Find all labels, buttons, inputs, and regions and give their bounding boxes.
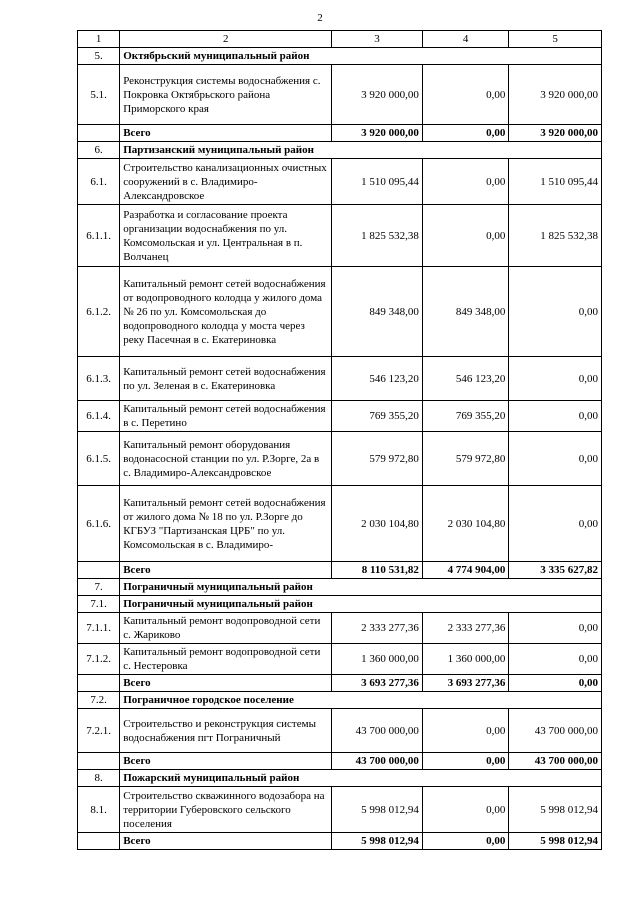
item-column-4: 546 123,20 <box>422 357 508 401</box>
section-title: Пожарский муниципальный район <box>120 770 602 787</box>
item-column-3: 849 348,00 <box>332 267 423 357</box>
item-column-4: 0,00 <box>422 787 508 833</box>
section-row <box>78 142 602 159</box>
item-column-5: 43 700 000,00 <box>509 709 602 753</box>
item-column-4: 0,00 <box>422 709 508 753</box>
total-column-4: 0,00 <box>422 125 508 142</box>
total-column-5: 0,00 <box>509 675 602 692</box>
item-column-4: 0,00 <box>422 205 508 267</box>
section-title: Партизанский муниципальный район <box>120 142 602 159</box>
item-column-3: 43 700 000,00 <box>332 709 423 753</box>
item-name: Строительство скважинного водозабора на территории Губеровского сельского поселения <box>120 787 332 833</box>
table-row <box>78 65 602 125</box>
table-row <box>78 787 602 833</box>
item-column-5: 0,00 <box>509 613 602 644</box>
total-row <box>78 833 602 850</box>
section-title: Октябрьский муниципальный район <box>120 48 602 65</box>
table-row <box>78 644 602 675</box>
total-row <box>78 753 602 770</box>
item-column-5: 0,00 <box>509 486 602 562</box>
total-column-5: 5 998 012,94 <box>509 833 602 850</box>
item-number: 6.1.6. <box>78 486 120 562</box>
item-column-3: 5 998 012,94 <box>332 787 423 833</box>
item-number: 5.1. <box>78 65 120 125</box>
item-column-5: 0,00 <box>509 401 602 432</box>
column-number-4: 4 <box>422 31 508 48</box>
total-label: Всего <box>120 675 332 692</box>
total-row <box>78 125 602 142</box>
table-body <box>78 31 602 850</box>
header-row <box>78 31 602 48</box>
section-number: 6. <box>78 142 120 159</box>
table-row <box>78 401 602 432</box>
item-column-4: 2 030 104,80 <box>422 486 508 562</box>
section-number: 5. <box>78 48 120 65</box>
table-row <box>78 432 602 486</box>
item-number: 7.2.1. <box>78 709 120 753</box>
item-name: Строительство канализационных очистных сооружений в с. Владимиро-Александровское <box>120 159 332 205</box>
total-label: Всего <box>120 562 332 579</box>
item-column-5: 3 920 000,00 <box>509 65 602 125</box>
item-column-3: 769 355,20 <box>332 401 423 432</box>
item-name: Капитальный ремонт оборудования водонасосной станции по ул. Р.Зорге, 2а в с. Владимиро-Александровское <box>120 432 332 486</box>
item-column-3: 2 333 277,36 <box>332 613 423 644</box>
subsection-row <box>78 692 602 709</box>
total-column-4: 3 693 277,36 <box>422 675 508 692</box>
table-row <box>78 357 602 401</box>
page-number: 2 <box>317 12 323 24</box>
total-column-5: 3 920 000,00 <box>509 125 602 142</box>
item-column-4: 849 348,00 <box>422 267 508 357</box>
item-name: Капитальный ремонт водопроводной сети с. Жариково <box>120 613 332 644</box>
section-number: 7. <box>78 579 120 596</box>
item-name: Капитальный ремонт сетей водоснабжения по ул. Зеленая в с. Екатериновка <box>120 357 332 401</box>
total-number-cell <box>78 753 120 770</box>
item-name: Разработка и согласование проекта организации водоснабжения по ул. Комсомольская и ул. Центральная в п. Волчанец <box>120 205 332 267</box>
total-number-cell <box>78 833 120 850</box>
total-column-4: 0,00 <box>422 833 508 850</box>
subsection-title: Пограничное городское поселение <box>120 692 602 709</box>
section-row <box>78 770 602 787</box>
section-title: Пограничный муниципальный район <box>120 579 602 596</box>
item-column-5: 0,00 <box>509 432 602 486</box>
item-number: 7.1.1. <box>78 613 120 644</box>
total-column-3: 8 110 531,82 <box>332 562 423 579</box>
item-name: Капитальный ремонт сетей водоснабжения от водопроводного колодца у жилого дома № 26 по ул. Комсомольская до водопроводного колодца у моста через реку Пасечная в с. Екатериновка <box>120 267 332 357</box>
total-column-5: 43 700 000,00 <box>509 753 602 770</box>
section-number: 8. <box>78 770 120 787</box>
item-column-4: 0,00 <box>422 159 508 205</box>
total-label: Всего <box>120 833 332 850</box>
item-number: 7.1.2. <box>78 644 120 675</box>
total-column-3: 43 700 000,00 <box>332 753 423 770</box>
item-column-4: 2 333 277,36 <box>422 613 508 644</box>
column-number-1: 1 <box>78 31 120 48</box>
total-column-5: 3 335 627,82 <box>509 562 602 579</box>
section-row <box>78 48 602 65</box>
item-column-4: 769 355,20 <box>422 401 508 432</box>
item-name: Капитальный ремонт сетей водоснабжения в с. Перетино <box>120 401 332 432</box>
column-number-2: 2 <box>120 31 332 48</box>
item-column-4: 0,00 <box>422 65 508 125</box>
item-column-3: 546 123,20 <box>332 357 423 401</box>
total-column-4: 4 774 904,00 <box>422 562 508 579</box>
column-number-5: 5 <box>509 31 602 48</box>
subsection-number: 7.1. <box>78 596 120 613</box>
item-column-5: 1 510 095,44 <box>509 159 602 205</box>
total-label: Всего <box>120 753 332 770</box>
table-row <box>78 709 602 753</box>
total-column-3: 3 693 277,36 <box>332 675 423 692</box>
item-name: Капитальный ремонт водопроводной сети с. Нестеровка <box>120 644 332 675</box>
subsection-number: 7.2. <box>78 692 120 709</box>
item-number: 6.1. <box>78 159 120 205</box>
item-number: 6.1.4. <box>78 401 120 432</box>
table-row <box>78 267 602 357</box>
item-column-4: 1 360 000,00 <box>422 644 508 675</box>
total-number-cell <box>78 125 120 142</box>
section-row <box>78 579 602 596</box>
item-column-3: 579 972,80 <box>332 432 423 486</box>
item-name: Реконструкция системы водоснабжения с. Покровка Октябрьского района Приморского края <box>120 65 332 125</box>
item-number: 6.1.1. <box>78 205 120 267</box>
item-column-3: 1 510 095,44 <box>332 159 423 205</box>
item-number: 8.1. <box>78 787 120 833</box>
total-row <box>78 675 602 692</box>
item-column-5: 5 998 012,94 <box>509 787 602 833</box>
total-label: Всего <box>120 125 332 142</box>
item-column-3: 1 825 532,38 <box>332 205 423 267</box>
item-column-3: 2 030 104,80 <box>332 486 423 562</box>
table-row <box>78 159 602 205</box>
item-column-5: 1 825 532,38 <box>509 205 602 267</box>
total-column-4: 0,00 <box>422 753 508 770</box>
total-column-3: 3 920 000,00 <box>332 125 423 142</box>
table-row <box>78 486 602 562</box>
item-column-3: 3 920 000,00 <box>332 65 423 125</box>
funding-table <box>77 30 602 850</box>
item-column-5: 0,00 <box>509 357 602 401</box>
item-number: 6.1.5. <box>78 432 120 486</box>
total-number-cell <box>78 562 120 579</box>
item-name: Капитальный ремонт сетей водоснабжения от жилого дома № 18 по ул. Р.Зорге до КГБУЗ "Партизанская ЦРБ" по ул. Комсомольская в с. Владимиро- <box>120 486 332 562</box>
item-number: 6.1.3. <box>78 357 120 401</box>
item-number: 6.1.2. <box>78 267 120 357</box>
subsection-row <box>78 596 602 613</box>
table-row <box>78 613 602 644</box>
item-column-5: 0,00 <box>509 267 602 357</box>
item-column-3: 1 360 000,00 <box>332 644 423 675</box>
item-name: Строительство и реконструкция системы водоснабжения пгт Пограничный <box>120 709 332 753</box>
table-row <box>78 205 602 267</box>
total-column-3: 5 998 012,94 <box>332 833 423 850</box>
item-column-5: 0,00 <box>509 644 602 675</box>
column-number-3: 3 <box>332 31 423 48</box>
total-row <box>78 562 602 579</box>
total-number-cell <box>78 675 120 692</box>
subsection-title: Пограничный муниципальный район <box>120 596 602 613</box>
item-column-4: 579 972,80 <box>422 432 508 486</box>
